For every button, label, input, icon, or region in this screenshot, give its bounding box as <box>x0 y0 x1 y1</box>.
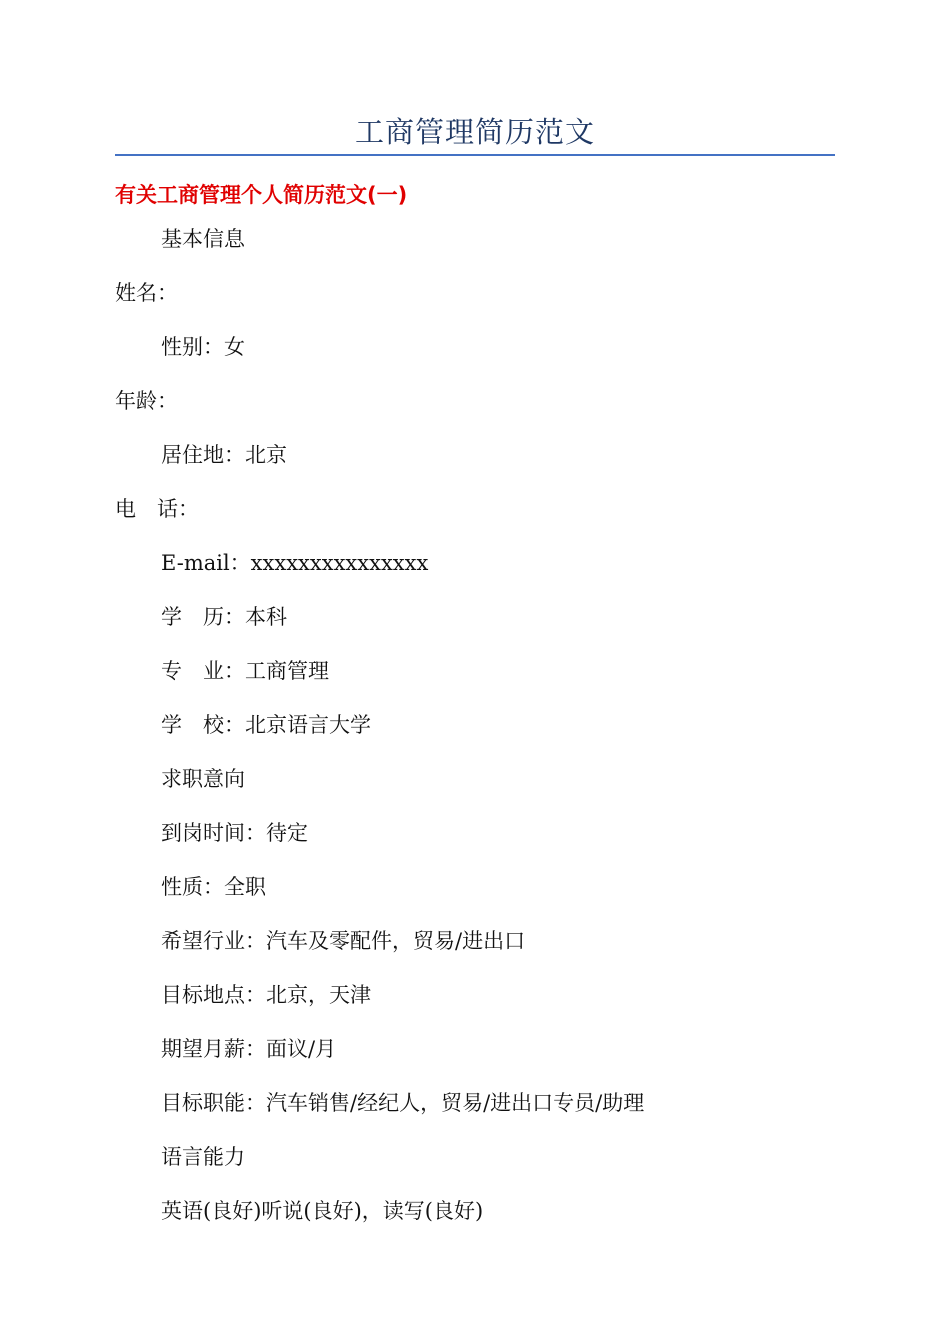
page-title: 工商管理简历范文 <box>354 115 595 149</box>
text-line-basic-info: 基本信息 <box>161 227 245 251</box>
text-line-english: 英语(良好)听说(良好)，读写(良好) <box>161 1199 484 1223</box>
text-line-education: 学 历：本科 <box>161 605 287 629</box>
text-line-salary: 期望月薪：面议/月 <box>161 1037 337 1061</box>
text-line-gender: 性别：女 <box>161 335 245 359</box>
text-line-industry: 希望行业：汽车及零配件，贸易/进出口 <box>161 929 526 953</box>
text-line-name: 姓名： <box>115 281 178 305</box>
text-line-language-ability: 语言能力 <box>161 1145 245 1169</box>
text-line-phone: 电 话： <box>115 497 199 521</box>
section-heading: 有关工商管理个人简历范文(一) <box>115 183 408 207</box>
text-line-email: E-mail：xxxxxxxxxxxxxxx <box>161 551 429 575</box>
text-line-start-date: 到岗时间：待定 <box>161 821 308 845</box>
text-line-job-type: 性质：全职 <box>161 875 266 899</box>
text-line-residence: 居住地：北京 <box>161 443 287 467</box>
text-line-school: 学 校：北京语言大学 <box>161 713 371 737</box>
text-line-target-function: 目标职能：汽车销售/经纪人，贸易/进出口专员/助理 <box>161 1091 645 1115</box>
text-line-location: 目标地点：北京，天津 <box>161 983 371 1007</box>
text-line-age: 年龄： <box>115 389 178 413</box>
title-divider <box>115 154 835 156</box>
text-line-major: 专 业：工商管理 <box>161 659 329 683</box>
text-line-job-intention: 求职意向 <box>161 767 245 791</box>
